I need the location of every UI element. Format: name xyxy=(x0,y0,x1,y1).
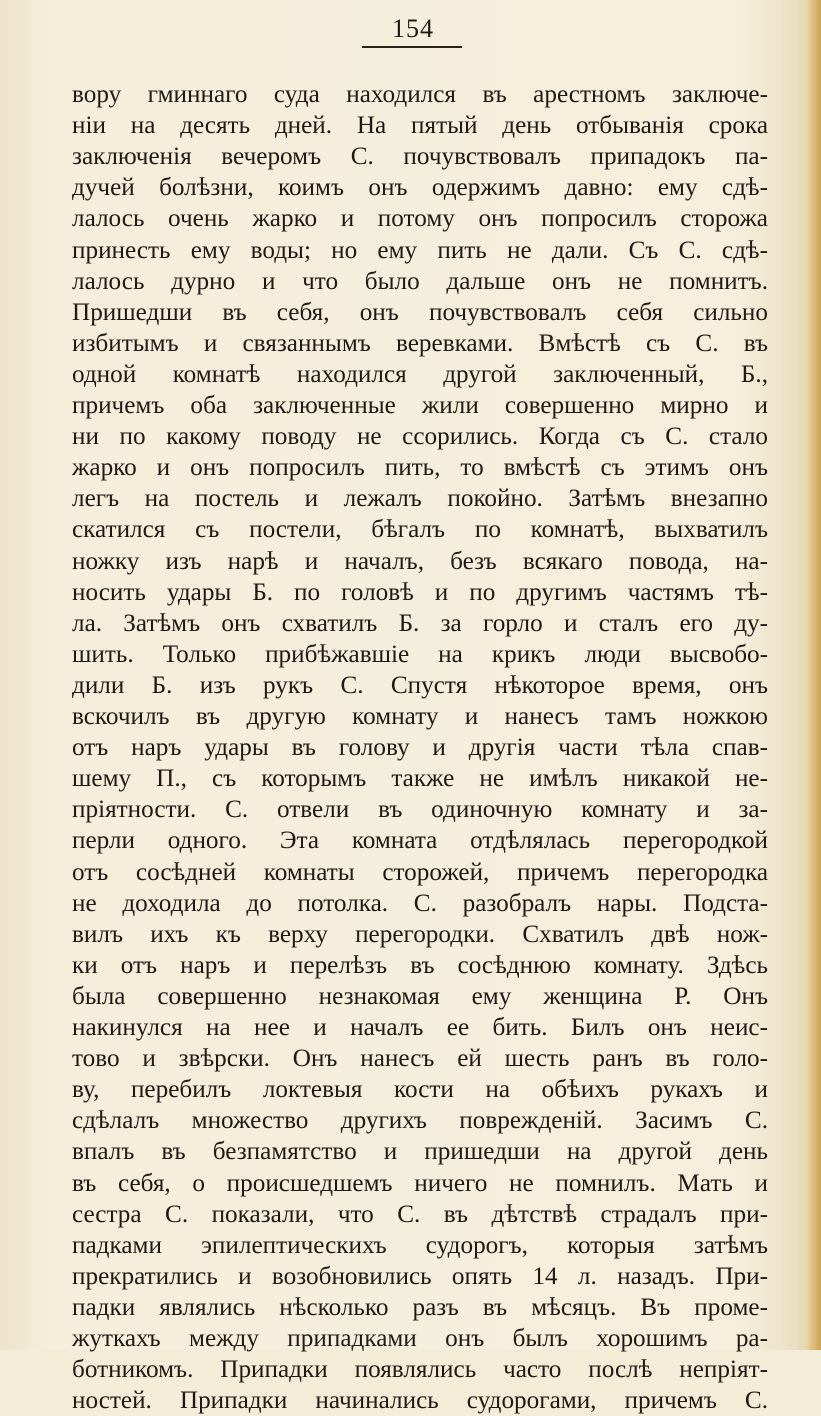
text-line: вилъ ихъ къ верху перегородки. Схватилъ двѣ нож- xyxy=(72,920,768,948)
page-edge xyxy=(807,0,821,1350)
text-line: жарко и онъ попросилъ пить, то вмѣстѣ съ этимъ онъ xyxy=(72,454,768,482)
text-line: избитымъ и связаннымъ веревками. Вмѣстѣ съ С. въ xyxy=(72,329,768,357)
text-line: была совершенно незнакомая ему женщина Р. Онъ xyxy=(72,982,768,1010)
text-line: падки являлись нѣсколько разъ въ мѣсяцъ. Въ проме- xyxy=(72,1293,768,1321)
text-line: дили Б. изъ рукъ С. Спустя нѣкоторое время, онъ xyxy=(72,671,768,699)
page-number: 154 xyxy=(392,14,434,43)
text-line: заключенiя вечеромъ С. почувствовалъ припадокъ па- xyxy=(72,143,768,171)
text-line: причемъ оба заключенные жили совершенно мирно и xyxy=(72,392,768,419)
text-line: скатился съ постели, бѣгалъ по комнатѣ, выхватилъ xyxy=(72,516,768,544)
text-line: сестра С. показали, что С. въ дѣтствѣ страдалъ при- xyxy=(72,1200,768,1228)
text-line: падками эпилептическихъ судорогъ, которыя затѣмъ xyxy=(72,1231,768,1259)
text-line: шему П., съ которымъ также не имѣлъ никакой не- xyxy=(72,765,768,793)
text-line: сдѣлалъ множество другихъ поврежденiй. Засимъ С. xyxy=(72,1107,768,1135)
text-line: ву, перебилъ локтевыя кости на обѣихъ рукахъ и xyxy=(72,1076,768,1104)
text-line: нiи на десять дней. На пятый день отбыванiя срока xyxy=(72,112,768,140)
text-line: ла. Затѣмъ онъ схватилъ Б. за горло и сталъ его ду- xyxy=(72,609,768,637)
text-line: въ себя, о происшедшемъ ничего не помнилъ. Мать и xyxy=(72,1169,768,1197)
text-line: принесть ему воды; но ему пить не дали. Съ С. сдѣ- xyxy=(72,236,768,264)
text-line: жуткахъ между припадками онъ былъ хорошимъ ра- xyxy=(72,1325,768,1352)
text-line: носить удары Б. по головѣ и по другимъ частямъ тѣ- xyxy=(72,578,768,606)
text-line: Пришедши въ себя, онъ почувствовалъ себя сильно xyxy=(72,298,768,326)
text-line: дучей болѣзни, коимъ онъ одержимъ давно: ему сдѣ- xyxy=(72,174,768,202)
page-number-rule xyxy=(362,46,462,48)
text-line: перли одного. Эта комната отдѣлялась перегородкой xyxy=(72,827,768,855)
text-line: прекратились и возобновились опять 14 л. назадъ. При- xyxy=(72,1262,768,1290)
text-line: вору гминнаго суда находился въ арестномъ заключе- xyxy=(72,81,768,108)
text-line: одной комнатѣ находился другой заключенный, Б., xyxy=(72,360,768,388)
text-line: прiятности. С. отвели въ одиночную комнату и за- xyxy=(72,796,768,824)
text-line: ностей. Припадки начинались судорогами, причемъ С. xyxy=(72,1387,768,1415)
text-line: лалось дурно и что было дальше онъ не помнитъ. xyxy=(72,267,768,295)
text-line: ки отъ наръ и перелѣзъ въ сосѣднюю комнату. Здѣсь xyxy=(72,951,768,979)
text-line: накинулся на нее и началъ ее бить. Билъ онъ неис- xyxy=(72,1014,768,1041)
text-line: отъ сосѣдней комнаты сторожей, причемъ перегородка xyxy=(72,858,768,886)
text-line: легъ на постель и лежалъ покойно. Затѣмъ внезапно xyxy=(72,485,768,513)
text-line: отъ наръ удары въ голову и другiя части тѣла спав- xyxy=(72,734,768,762)
text-line: тово и звѣрски. Онъ нанесъ ей шесть ранъ въ голо- xyxy=(72,1045,768,1073)
text-line: впалъ въ безпамятство и пришедши на другой день xyxy=(72,1138,768,1166)
text-line: вскочилъ въ другую комнату и нанесъ тамъ ножкою xyxy=(72,703,768,730)
text-line: ботникомъ. Припадки появлялись часто послѣ непрiят- xyxy=(72,1356,768,1384)
text-line: шить. Только прибѣжавшiе на крикъ люди высвобо- xyxy=(72,640,768,668)
text-line: не доходила до потолка. С. разобралъ нары. Подста- xyxy=(72,889,768,917)
text-line: лалось очень жарко и потому онъ попросилъ сторожа xyxy=(72,205,768,233)
text-line: ножку изъ нарѣ и началъ, безъ всякаго повода, на- xyxy=(72,547,768,575)
text-line: ни по какому поводу не ссорились. Когда съ С. стало xyxy=(72,423,768,451)
